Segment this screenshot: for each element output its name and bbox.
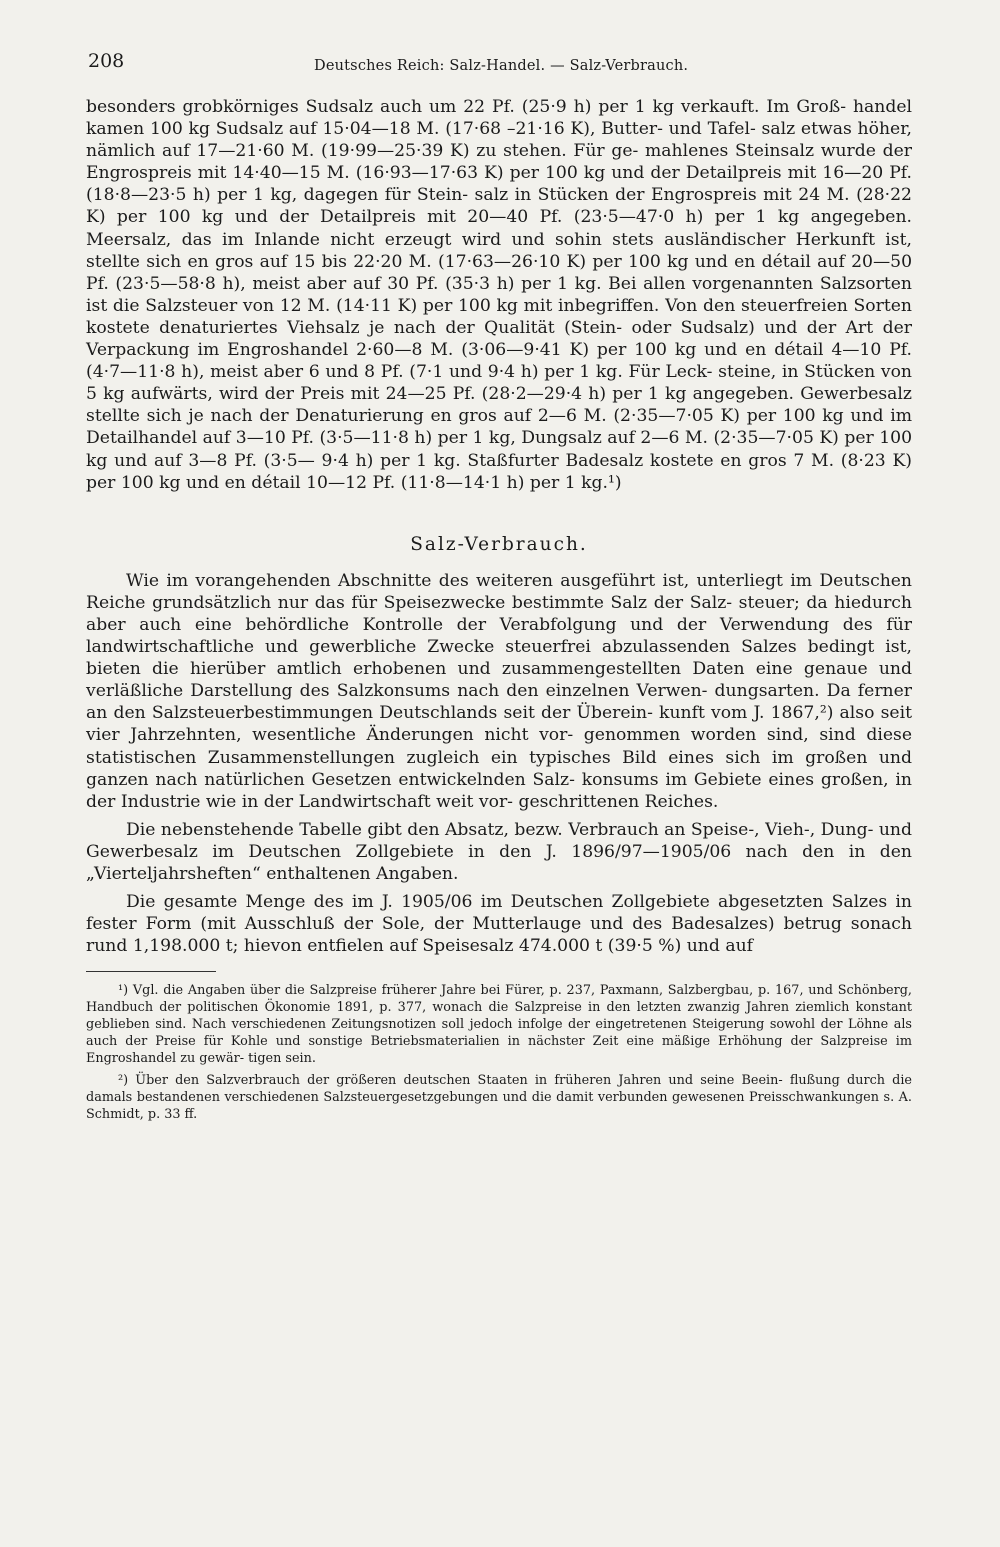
body-text: [86, 96, 912, 1123]
footnotes: [86, 982, 912, 1123]
footnote-1: ¹) Vgl. die Angaben über die Salzpreise früherer Jahre bei Fürer, p. 237, Paxmann, Salzbergbau, p. 167, und Schönberg, Handbuch der politischen Ökonomie 1891, p. 377, wonach die Salzpreise in den letzten zwanzig Jahren ziemlich konstant geblieben sind. Nach verschiedenen Zeitungsnotizen soll jedoch infolge der eingetretenen Steigerung sowohl der Löhne als auch der Preise für Kohle und sonstige Betriebsmaterialien in nächster Zeit eine mäßige Erhöhung der Salzpreise im Engroshandel zu gewär- tigen sein.: [86, 983, 912, 1067]
section-title: Salz-Verbrauch.: [410, 533, 588, 555]
page-header: [88, 50, 910, 80]
paragraph-table-reference: Die nebenstehende Tabelle gibt den Absatz, bezw. Verbrauch an Speise-, Vieh-, Dung- und Gewerbesalz im Deutschen Zollgebiete in den J. 1896/97—1905/06 nach den in den „Vierteljahrsheften“ enthaltenen Angaben.: [86, 819, 912, 884]
running-head: Deutsches Reich: Salz-Handel. — Salz-Verbrauch.: [314, 58, 689, 74]
paragraph-total-quantity: Die gesamte Menge des im J. 1905/06 im Deutschen Zollgebiete abgesetzten Salzes in fester Form (mit Ausschluß der Sole, der Mutterlauge und des Badesalzes) betrug sonach rund 1,198.000 t; hievon entfielen auf Speisesalz 474.000 t (39·5 %) und auf: [86, 892, 912, 957]
page-number: 208: [88, 50, 125, 72]
paragraph-salt-consumption-intro: Wie im vorangehenden Abschnitte des weiteren ausgeführt ist, unterliegt im Deutschen Reiche grundsätzlich nur das für Speisezwecke bestimmte Salz der Salz- steuer; da hiedurch aber auch eine behördliche Kontrolle der Verabfolgung und der Verwendung des für landwirtschaftliche und gewerbliche Zwecke steuerfrei abzulassenden Salzes bedingt ist, bieten die hierüber amtlich erhobenen und zusammengestellten Daten eine genaue und verläßliche Darstellung des Salzkonsums nach den einzelnen Verwen- dungsarten. Da ferner an den Salzsteuerbestimmungen Deutschlands seit der Überein- kunft vom J. 1867,²) also seit vier Jahrzehnten, wesentliche Änderungen nicht vor- genommen worden sind, sind diese statistischen Zusammenstellungen zugleich ein typisches Bild eines sich im großen und ganzen nach natürlichen Gesetzen entwickelnden Salz- konsums im Gebiete eines großen, in der Industrie wie in der Landwirtschaft weit vor- geschrittenen Reiches.: [86, 570, 912, 812]
footnote-2: ²) Über den Salzverbrauch der größeren deutschen Staaten in früheren Jahren und seine Beein- flußung durch die damals bestandenen verschiedenen Salzsteuergesetzgebungen und die damit verbunden gewesenen Preisschwankungen s. A. Schmidt, p. 33 ff.: [86, 1073, 912, 1123]
footnote-divider: [86, 971, 216, 972]
paragraph-salt-prices: besonders grobkörniges Sudsalz auch um 22 Pf. (25·9 h) per 1 kg verkauft. Im Groß- handel kamen 100 kg Sudsalz auf 15·04—18 M. (17·68 –21·16 K), Butter- und Tafel- salz etwas höher, nämlich auf 17—21·60 M. (19·99—25·39 K) zu stehen. Für ge- mahlenes Steinsalz wurde der Engrospreis mit 14·40—15 M. (16·93—17·63 K) per 100 kg und der Detailpreis mit 16—20 Pf. (18·8—23·5 h) per 1 kg, dagegen für Stein- salz in Stücken der Engrospreis mit 24 M. (28·22 K) per 100 kg und der Detailpreis mit 20—40 Pf. (23·5—47·0 h) per 1 kg angegeben. Meersalz, das im Inlande nicht erzeugt wird und sohin stets ausländischer Herkunft ist, stellte sich en gros auf 15 bis 22·20 M. (17·63—26·10 K) per 100 kg und en détail auf 20—50 Pf. (23·5—58·8 h), meist aber auf 30 Pf. (35·3 h) per 1 kg. Bei allen vorgenannten Salzsorten ist die Salzsteuer von 12 M. (14·11 K) per 100 kg mit inbegriffen. Von den steuerfreien Sorten kostete denaturiertes Viehsalz je nach der Qualität (Stein- oder Sudsalz) und der Art der Verpackung im Engroshandel 2·60—8 M. (3·06—9·41 K) per 100 kg und en détail 4—10 Pf. (4·7—11·8 h), meist aber 6 und 8 Pf. (7·1 und 9·4 h) per 1 kg. Für Leck- steine, in Stücken von 5 kg aufwärts, wird der Preis mit 24—25 Pf. (28·2—29·4 h) per 1 kg angegeben. Gewerbesalz stellte sich je nach der Denaturierung en gros auf 2—6 M. (2·35—7·05 K) per 100 kg und im Detailhandel auf 3—10 Pf. (3·5—11·8 h) per 1 kg, Dungsalz auf 2—6 M. (2·35—7·05 K) per 100 kg und auf 3—8 Pf. (3·5— 9·4 h) per 1 kg. Staßfurter Badesalz kostete en gros 7 M. (8·23 K) per 100 kg und en détail 10—12 Pf. (11·8—14·1 h) per 1 kg.¹): [86, 97, 913, 493]
